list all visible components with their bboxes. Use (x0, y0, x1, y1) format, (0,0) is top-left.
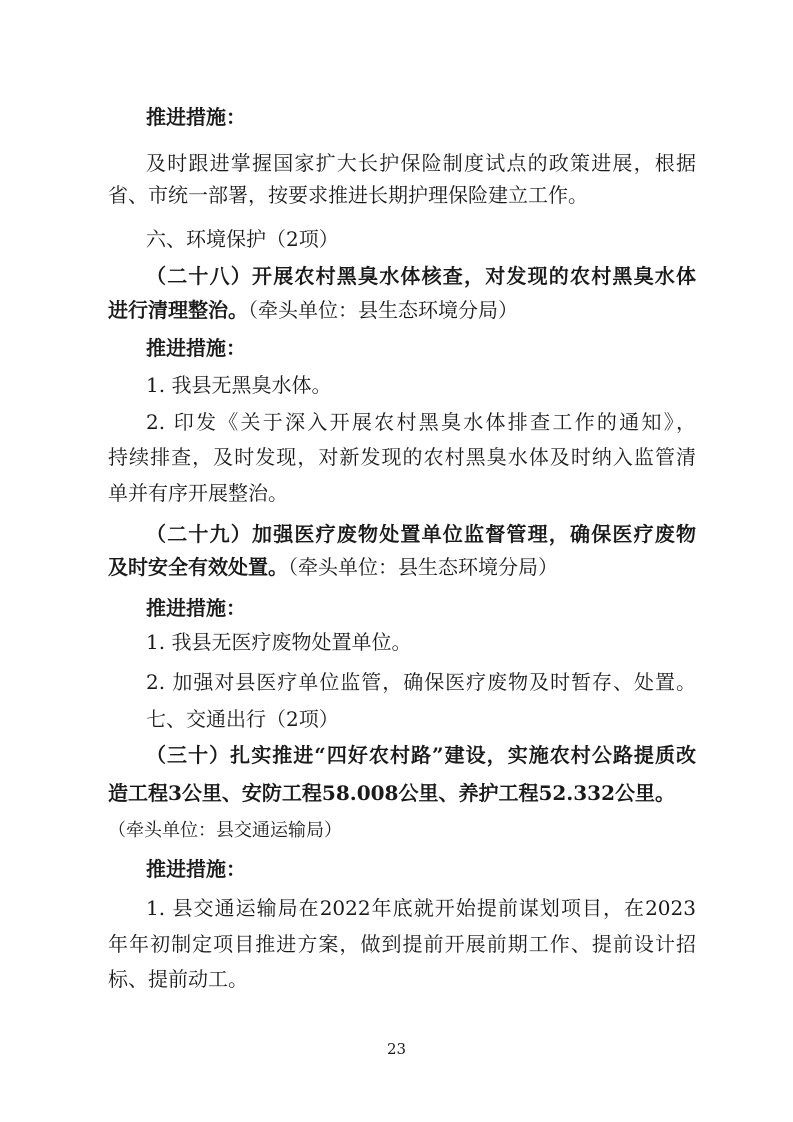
section-heading: 六、环境保护（2项） (146, 227, 339, 251)
lead-unit: （牵头单位：县生态环境分局） (248, 298, 518, 322)
measures-heading: 推进措施： (146, 336, 246, 360)
item-title-line: 造工程3公里、安防工程58.008公里、养护工程52.332公里。 (108, 781, 676, 805)
list-item: 1. 我县无黑臭水体。 (146, 373, 332, 397)
item-title-line (108, 297, 793, 323)
paragraph-line: 持续排查，及时发现，对新发现的农村黑臭水体及时纳入监管清 (108, 445, 696, 469)
measures-heading: 推进措施： (146, 596, 246, 620)
paragraph-line: 标、提前动工。 (108, 967, 248, 991)
measures-heading: 推进措施： (146, 105, 246, 129)
lead-unit: （牵头单位：县生态环境分局） (288, 555, 558, 579)
page-number: 23 (386, 1040, 407, 1058)
list-item: 1. 我县无医疗废物处置单位。 (146, 630, 412, 654)
paragraph-line: 及时跟进掌握国家扩大长护保险制度试点的政策进展，根据 (146, 151, 696, 175)
paragraph-line: 省、市统一部署，按要求推进长期护理保险建立工作。 (108, 183, 588, 207)
list-item: 2. 印发《关于深入开展农村黑臭水体排查工作的通知》， (146, 410, 696, 434)
measures-heading: 推进措施： (146, 857, 246, 881)
lead-unit: （牵头单位：县交通运输局） (108, 820, 342, 841)
item-title-text: 进行清理整治。 (108, 298, 248, 322)
item-title: （三十）扎实推进“四好农村路”建设，实施农村公路提质改 (146, 743, 696, 767)
item-title-line (108, 554, 793, 580)
paragraph-line: 单并有序开展整治。 (108, 481, 288, 505)
list-item: 1. 县交通运输局在2022年底就开始提前谋划项目，在2023 (146, 896, 696, 920)
item-title-text: 及时安全有效处置。 (108, 555, 288, 579)
list-item: 2. 加强对县医疗单位监管，确保医疗废物及时暂存、处置。 (146, 670, 696, 694)
section-heading: 七、交通出行（2项） (146, 707, 339, 731)
item-title: （二十九）加强医疗废物处置单位监督管理，确保医疗废物 (146, 522, 696, 546)
item-title: （二十八）开展农村黑臭水体核查，对发现的农村黑臭水体 (146, 264, 696, 288)
paragraph-line: 年年初制定项目推进方案，做到提前开展前期工作、提前设计招 (108, 932, 696, 956)
